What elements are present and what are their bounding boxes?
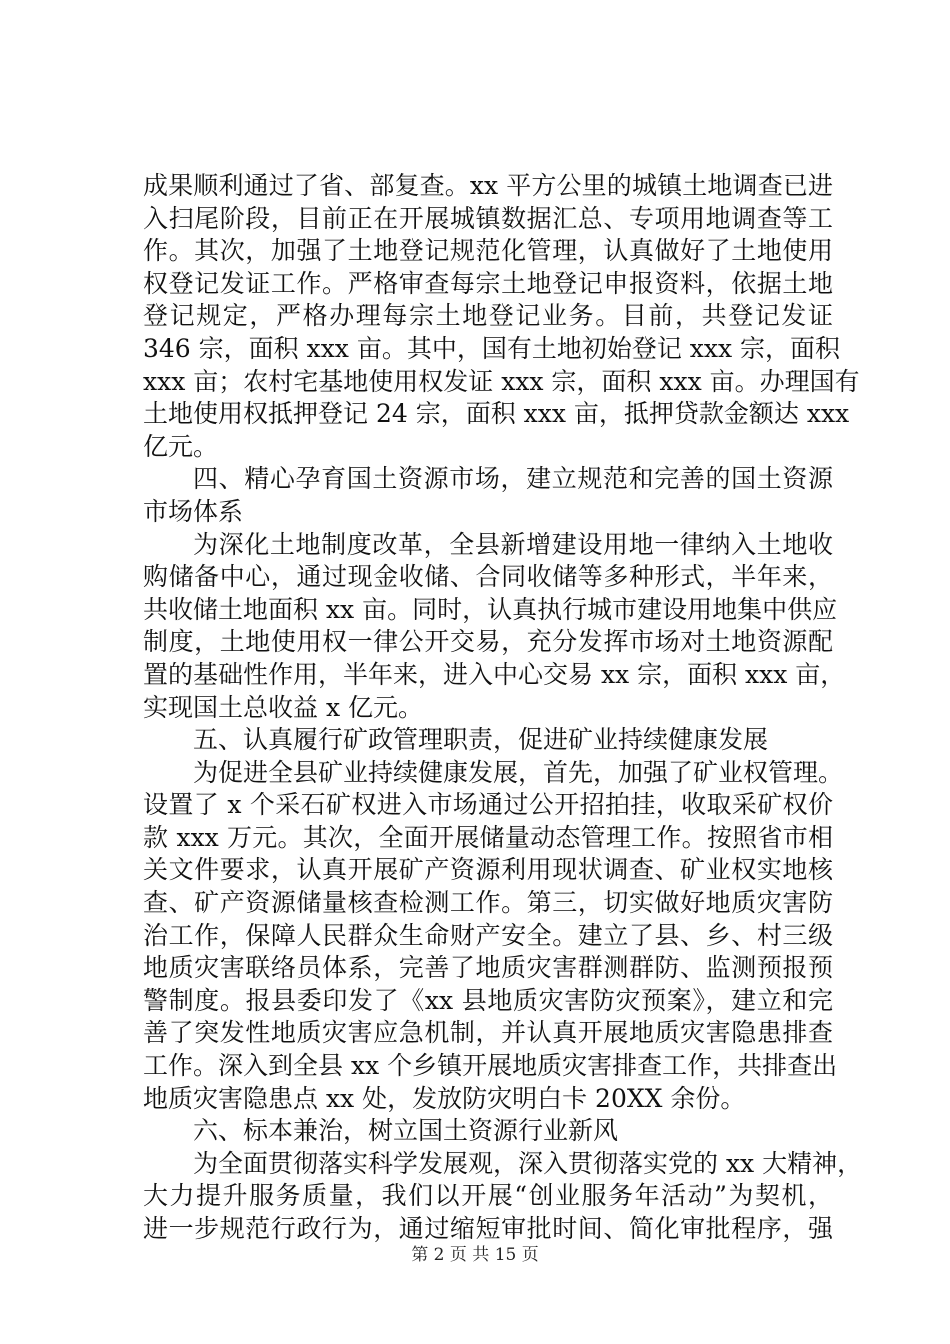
body-line-24: 治工作，保障人民群众生命财产安全。建立了县、乡、村三级 (143, 920, 833, 950)
body-line-12: 为深化土地制度改革，全县新增建设用地一律纳入土地收 (193, 529, 833, 559)
body-line-20: 设置了 x 个采石矿权进入市场通过公开招拍挂，收取采矿权价 (143, 790, 833, 820)
body-line-28: 工作。深入到全县 xx 个乡镇开展地质灾害排查工作，共排查出 (143, 1051, 838, 1081)
document-body (143, 170, 863, 1246)
body-line-27: 善了突发性地质灾害应急机制，并认真开展地质灾害隐患排查 (143, 1018, 833, 1048)
section-heading-6: 六、标本兼治，树立国土资源行业新风 (193, 1116, 619, 1146)
body-line-2: 入扫尾阶段，目前正在开展城镇数据汇总、专项用地调查等工 (143, 203, 833, 233)
page-number-footer: 第 2 页 共 15 页 (411, 1245, 539, 1265)
body-line-33: 进一步规范行政行为，通过缩短审批时间、简化审批程序，强 (143, 1214, 833, 1243)
body-line-19: 为促进全县矿业持续健康发展，首先，加强了矿业权管理。 (193, 757, 844, 787)
body-line-22: 关文件要求，认真开展矿产资源利用现状调查、矿业权实地核 (143, 855, 833, 885)
body-line-5: 登记规定，严格办理每宗土地登记业务。目前，共登记发证 (143, 301, 833, 331)
section-heading-5: 五、认真履行矿政管理职责，促进矿业持续健康发展 (193, 725, 769, 755)
body-line-3: 作。其次，加强了土地登记规范化管理，认真做好了土地使用 (143, 236, 833, 266)
body-line-1: 成果顺利通过了省、部复查。xx 平方公里的城镇土地调查已进 (143, 171, 833, 200)
body-line-23: 查、矿产资源储量核查检测工作。第三，切实做好地质灾害防 (143, 888, 833, 918)
body-line-15: 制度，土地使用权一律公开交易，充分发挥市场对土地资源配 (143, 627, 833, 657)
body-line-8: 土地使用权抵押登记 24 宗，面积 xxx 亩，抵押贷款金额达 xxx (143, 399, 850, 429)
body-line-17: 实现国土总收益 x 亿元。 (143, 692, 423, 722)
body-line-6: 346 宗，面积 xxx 亩。其中，国有土地初始登记 xxx 宗，面积 (143, 333, 841, 363)
body-line-16: 置的基础性作用，半年来，进入中心交易 xx 宗，面积 xxx 亩， (143, 659, 846, 689)
body-line-29: 地质灾害隐患点 xx 处，发放防灾明白卡 20XX 余份。 (143, 1083, 746, 1113)
body-line-14: 共收储土地面积 xx 亩。同时，认真执行城市建设用地集中供应 (143, 594, 838, 624)
body-line-32: 大力提升服务质量，我们以开展“创业服务年活动”为契机， (143, 1181, 833, 1211)
body-line-26: 警制度。报县委印发了《xx 县地质灾害防灾预案》，建立和完 (143, 985, 833, 1015)
body-line-21: 款 xxx 万元。其次，全面开展储量动态管理工作。按照省市相 (143, 822, 833, 852)
body-line-31: 为全面贯彻落实科学发展观，深入贯彻落实党的 xx 大精神， (193, 1148, 863, 1178)
body-line-7: xxx 亩；农村宅基地使用权发证 xxx 宗，面积 xxx 亩。办理国有 (143, 366, 860, 396)
body-line-25: 地质灾害联络员体系，完善了地质灾害群测群防、监测预报预 (143, 953, 833, 983)
section-heading-4-cont: 市场体系 (143, 496, 244, 526)
body-line-4: 权登记发证工作。严格审查每宗土地登记申报资料，依据土地 (143, 268, 833, 298)
body-line-9: 亿元。 (143, 431, 219, 461)
section-heading-4: 四、精心孕育国土资源市场，建立规范和完善的国土资源 (193, 464, 833, 494)
body-line-13: 购储备中心，通过现金收储、合同收储等多种形式，半年来， (143, 562, 833, 592)
